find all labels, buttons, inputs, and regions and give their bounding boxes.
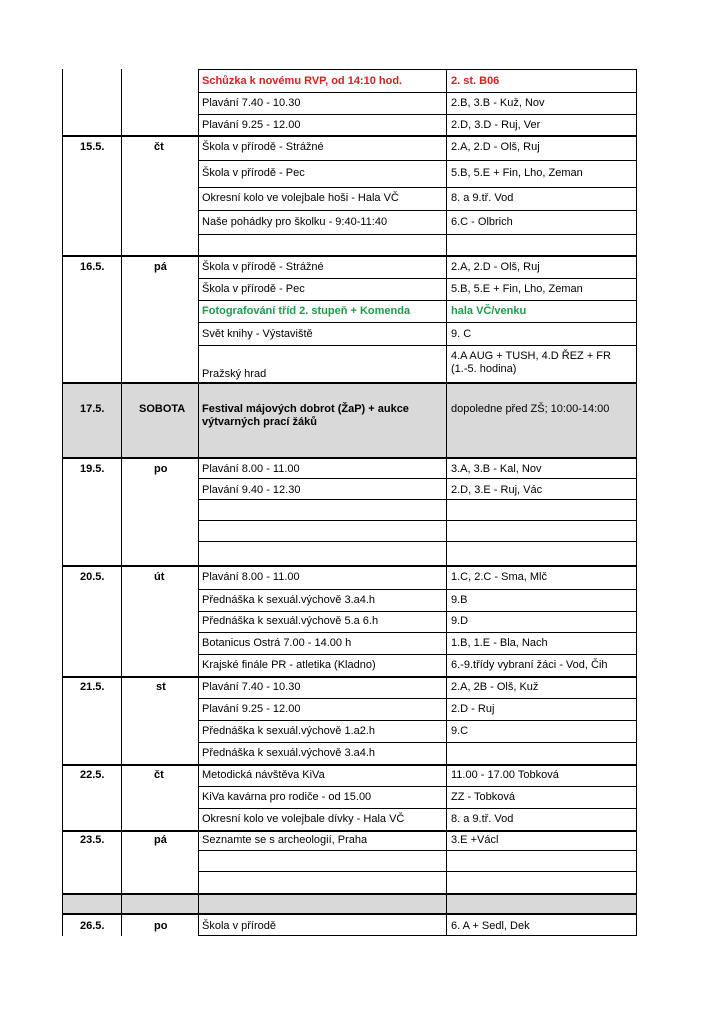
event-cell: Přednáška k sexuál.výchově 3.a4.h — [202, 594, 376, 606]
column-line — [198, 69, 199, 936]
event-cell: KiVa kavárna pro rodiče - od 15.00 — [202, 791, 372, 803]
event-cell: Festival májových dobrot (ŽaP) + aukce výtvarných prací žáků — [202, 403, 409, 428]
event-cell: Plavání 9.25 - 12.00 — [202, 119, 301, 131]
date-cell: 23.5. — [80, 834, 105, 846]
participants-cell: 2.B, 3.B - Kuž, Nov — [451, 97, 545, 109]
day-line — [62, 830, 637, 832]
participants-cell: 1.C, 2.C - Sma, Mlč — [451, 571, 547, 583]
event-cell: Naše pohádky pro školku - 9:40-11:40 — [202, 216, 388, 228]
participants-cell: 9.B — [451, 594, 468, 606]
date-cell: 16.5. — [80, 261, 105, 273]
day-line — [62, 764, 637, 766]
event-cell: Škola v přírodě - Strážné — [202, 141, 324, 153]
separator-band — [62, 436, 637, 457]
day-cell: čt — [154, 769, 164, 781]
day-line — [62, 255, 637, 257]
participants-cell: 3.E +Václ — [451, 834, 499, 846]
row-line — [198, 871, 637, 872]
participants-cell: 5.B, 5.E + Fin, Lho, Zeman — [451, 283, 583, 295]
participants-cell: 2.D, 3.E - Ruj, Vác — [451, 484, 543, 496]
day-line — [62, 135, 637, 137]
row-line — [198, 520, 637, 521]
day-cell: st — [156, 681, 166, 693]
day-cell: čt — [154, 141, 164, 153]
participants-cell: 9.D — [451, 615, 469, 627]
participants-cell: 3.A, 3.B - Kal, Nov — [451, 463, 542, 475]
event-cell: Fotografování tříd 2. stupeň + Komenda — [202, 305, 411, 317]
row-line — [198, 611, 637, 612]
row-line — [198, 589, 637, 590]
event-cell: Okresní kolo ve volejbale hoši - Hala VČ — [202, 192, 399, 204]
event-cell: Přednáška k sexuál.výchově 5.a 6.h — [202, 615, 379, 627]
day-cell: po — [154, 920, 168, 932]
day-line — [62, 382, 637, 384]
day-line — [62, 565, 637, 567]
row-line — [198, 69, 637, 70]
row-line — [198, 720, 637, 721]
event-cell: Krajské finále PR - atletika (Kladno) — [202, 659, 376, 671]
separator-band — [62, 893, 637, 913]
participants-cell: 4.A AUG + TUSH, 4.D ŘEZ + FR (1.-5. hodina) — [451, 350, 611, 375]
row-line — [198, 786, 637, 787]
event-cell: Svět knihy - Výstaviště — [202, 328, 313, 340]
row-line — [198, 234, 637, 235]
row-line — [198, 698, 637, 699]
event-cell: Škola v přírodě - Pec — [202, 167, 305, 179]
participants-cell: 1.B, 1.E - Bla, Nach — [451, 637, 548, 649]
event-cell: Plavání 7.40 - 10.30 — [202, 97, 301, 109]
participants-cell: dopoledne před ZŠ; 10:00-14:00 — [451, 403, 610, 415]
day-cell: SOBOTA — [139, 403, 186, 415]
participants-cell: 9.C — [451, 725, 469, 737]
date-cell: 22.5. — [80, 769, 105, 781]
participants-cell: 6.C - Olbrich — [451, 216, 513, 228]
row-line — [198, 160, 637, 161]
event-cell: Škola v přírodě - Pec — [202, 283, 305, 295]
row-line — [198, 300, 637, 301]
participants-cell: hala VČ/venku — [451, 305, 527, 317]
event-cell: Přednáška k sexuál.výchově 1.a2.h — [202, 725, 376, 737]
participants-cell: 6. A + Sedl, Dek — [451, 920, 530, 932]
date-cell: 26.5. — [80, 920, 105, 932]
event-cell: Schůzka k novému RVP, od 14:10 hod. — [202, 75, 403, 87]
participants-cell: 2.D, 3.D - Ruj, Ver — [451, 119, 541, 131]
event-cell: Botanicus Ostrá 7.00 - 14.00 h — [202, 637, 352, 649]
row-line — [198, 499, 637, 500]
participants-cell: 2.A, 2.D - Olš, Ruj — [451, 261, 540, 273]
row-line — [198, 742, 637, 743]
participants-cell: 2.A, 2.D - Olš, Ruj — [451, 141, 540, 153]
participants-cell: ZZ - Tobková — [451, 791, 515, 803]
event-cell: Plavání 8.00 - 11.00 — [202, 571, 300, 583]
event-cell: Plavání 8.00 - 11.00 — [202, 463, 300, 475]
column-line — [636, 69, 637, 936]
row-line — [198, 210, 637, 211]
event-cell: Seznamte se s archeologií, Praha — [202, 834, 368, 846]
day-line — [62, 913, 637, 915]
row-line — [198, 654, 637, 655]
event-cell: Pražský hrad — [202, 368, 267, 380]
date-cell: 21.5. — [80, 681, 105, 693]
row-line — [198, 278, 637, 279]
event-cell: Okresní kolo ve volejbale dívky - Hala VČ — [202, 813, 405, 825]
row-line — [198, 850, 637, 851]
participants-cell: 6.-9.třídy vybraní žáci - Vod, Čih — [451, 659, 608, 671]
date-cell: 20.5. — [80, 571, 105, 583]
row-line — [198, 808, 637, 809]
day-line — [62, 893, 637, 895]
event-cell: Přednáška k sexuál.výchově 3.a4.h — [202, 747, 376, 759]
day-cell: út — [154, 571, 165, 583]
column-line — [62, 69, 63, 936]
row-line — [198, 541, 637, 542]
date-cell: 19.5. — [80, 463, 105, 475]
participants-cell: 2.A, 2B - Olš, Kuž — [451, 681, 539, 693]
event-cell: Škola v přírodě — [202, 920, 276, 932]
day-line — [62, 676, 637, 678]
row-line — [198, 632, 637, 633]
row-line — [198, 345, 637, 346]
day-cell: pá — [154, 261, 167, 273]
row-line — [198, 114, 637, 115]
participants-cell: 11.00 - 17.00 Tobková — [451, 769, 559, 781]
participants-cell: 8. a 9.tř. Vod — [451, 813, 514, 825]
event-cell: Plavání 9.40 - 12.30 — [202, 484, 301, 496]
event-cell: Škola v přírodě - Strážné — [202, 261, 324, 273]
participants-cell: 5.B, 5.E + Fin, Lho, Zeman — [451, 167, 583, 179]
event-cell: Plavání 7.40 - 10.30 — [202, 681, 301, 693]
participants-cell: 8. a 9.tř. Vod — [451, 192, 514, 204]
column-line — [121, 69, 122, 936]
participants-cell: 2.D - Ruj — [451, 703, 495, 715]
participants-cell: 9. C — [451, 328, 472, 340]
row-line — [198, 935, 637, 936]
row-line — [198, 478, 637, 479]
date-cell: 15.5. — [80, 141, 105, 153]
column-line — [446, 69, 447, 936]
day-cell: po — [154, 463, 168, 475]
day-line — [62, 457, 637, 459]
day-cell: pá — [154, 834, 167, 846]
participants-cell: 2. st. B06 — [451, 75, 500, 87]
event-cell: Plavání 9.25 - 12.00 — [202, 703, 301, 715]
date-cell: 17.5. — [80, 403, 105, 415]
event-cell: Metodická návštěva KiVa — [202, 769, 325, 781]
row-line — [198, 187, 637, 188]
row-line — [198, 322, 637, 323]
row-line — [198, 92, 637, 93]
